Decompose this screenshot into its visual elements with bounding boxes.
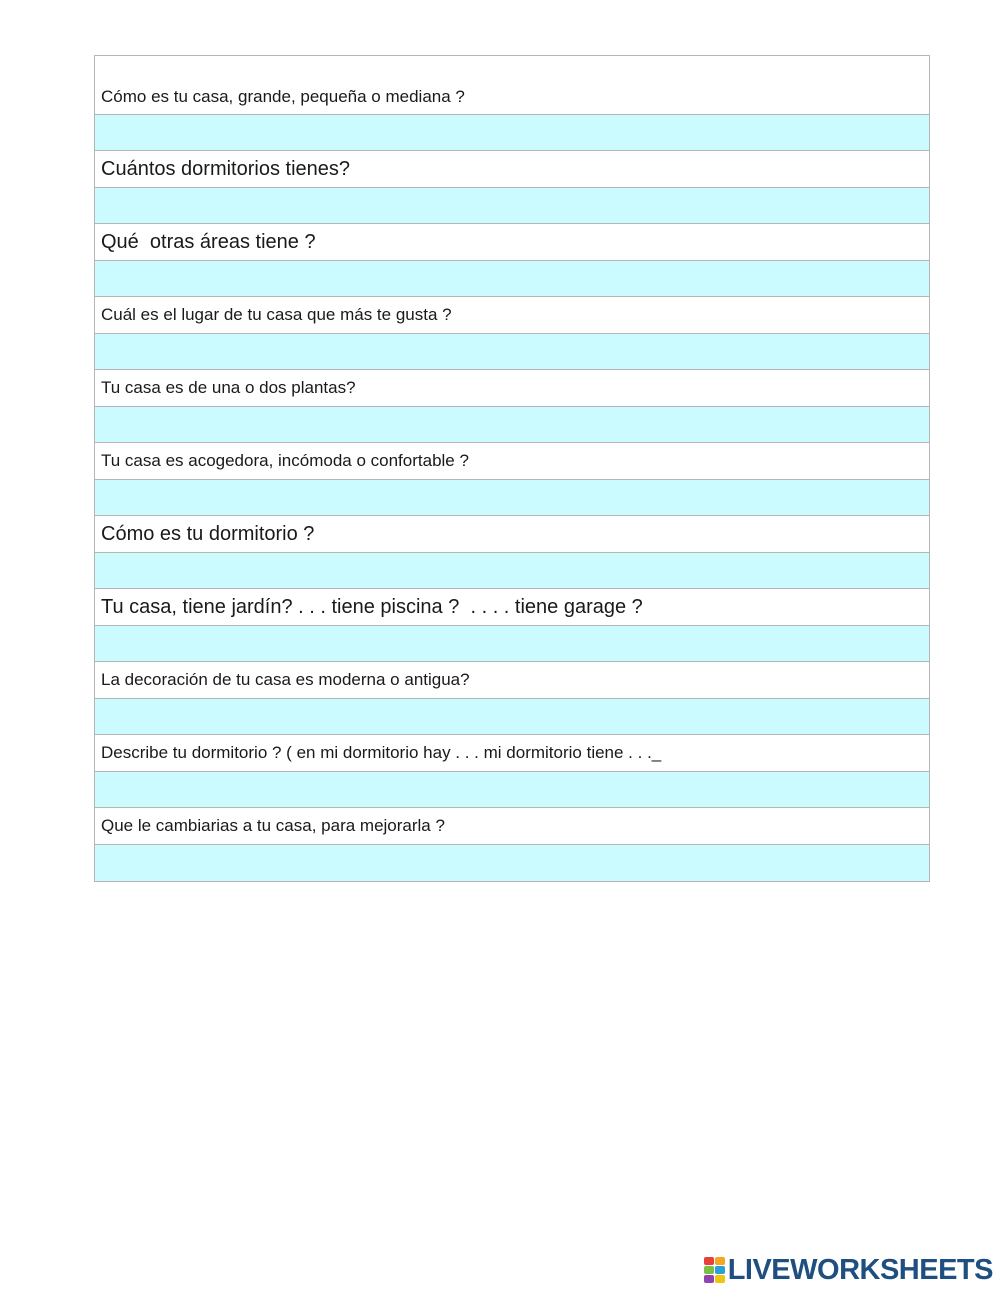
answer-field[interactable]	[95, 115, 929, 151]
question-text: Cuál es el lugar de tu casa que más te gusta ?	[101, 305, 452, 324]
answer-input[interactable]	[95, 115, 929, 150]
answer-input[interactable]	[95, 188, 929, 223]
question-row	[95, 735, 929, 772]
question-row	[95, 224, 929, 261]
logo-tile	[715, 1275, 725, 1283]
question-row	[95, 662, 929, 699]
question-row	[95, 443, 929, 480]
answer-input[interactable]	[95, 480, 929, 515]
answer-field[interactable]	[95, 553, 929, 589]
answer-field[interactable]	[95, 626, 929, 662]
question-text: Tu casa es de una o dos plantas?	[101, 378, 356, 397]
question-row	[95, 56, 929, 115]
answer-input[interactable]	[95, 845, 929, 881]
answer-input[interactable]	[95, 407, 929, 442]
question-text: La decoración de tu casa es moderna o antigua?	[101, 670, 470, 689]
question-text: Describe tu dormitorio ? ( en mi dormitorio hay . . . mi dormitorio tiene . . ._	[101, 743, 662, 762]
question-row	[95, 516, 929, 553]
logo-tile	[715, 1257, 725, 1265]
answer-input[interactable]	[95, 699, 929, 734]
question-text: Tu casa, tiene jardín? . . . tiene piscina ? . . . . tiene garage ?	[101, 595, 643, 618]
question-text: Cómo es tu casa, grande, pequeña o mediana ?	[101, 87, 465, 106]
answer-input[interactable]	[95, 626, 929, 661]
liveworksheets-brand[interactable]	[704, 1253, 993, 1287]
question-row	[95, 589, 929, 626]
answer-field[interactable]	[95, 188, 929, 224]
question-row	[95, 808, 929, 845]
question-row	[95, 297, 929, 334]
answer-field[interactable]	[95, 480, 929, 516]
liveworksheets-logo-icon	[704, 1257, 725, 1283]
brand-name: LIVEWORKSHEETS	[727, 1253, 993, 1286]
logo-tile	[704, 1257, 714, 1265]
question-row	[95, 151, 929, 188]
answer-input[interactable]	[95, 334, 929, 369]
answer-field[interactable]	[95, 699, 929, 735]
question-text: Cómo es tu dormitorio ?	[101, 522, 315, 545]
answer-field[interactable]	[95, 261, 929, 297]
answer-input[interactable]	[95, 261, 929, 296]
answer-field[interactable]	[95, 845, 929, 881]
worksheet-table	[94, 55, 930, 882]
logo-tile	[715, 1266, 725, 1274]
question-text: Tu casa es acogedora, incómoda o confortable ?	[101, 451, 469, 470]
logo-tile	[704, 1266, 714, 1274]
question-row	[95, 370, 929, 407]
answer-input[interactable]	[95, 553, 929, 588]
answer-input[interactable]	[95, 772, 929, 807]
question-text: Que le cambiarias a tu casa, para mejorarla ?	[101, 816, 445, 835]
question-text: Cuántos dormitorios tienes?	[101, 157, 351, 180]
answer-field[interactable]	[95, 407, 929, 443]
answer-field[interactable]	[95, 334, 929, 370]
answer-field[interactable]	[95, 772, 929, 808]
logo-tile	[704, 1275, 714, 1283]
question-text: Qué otras áreas tiene ?	[101, 230, 316, 253]
